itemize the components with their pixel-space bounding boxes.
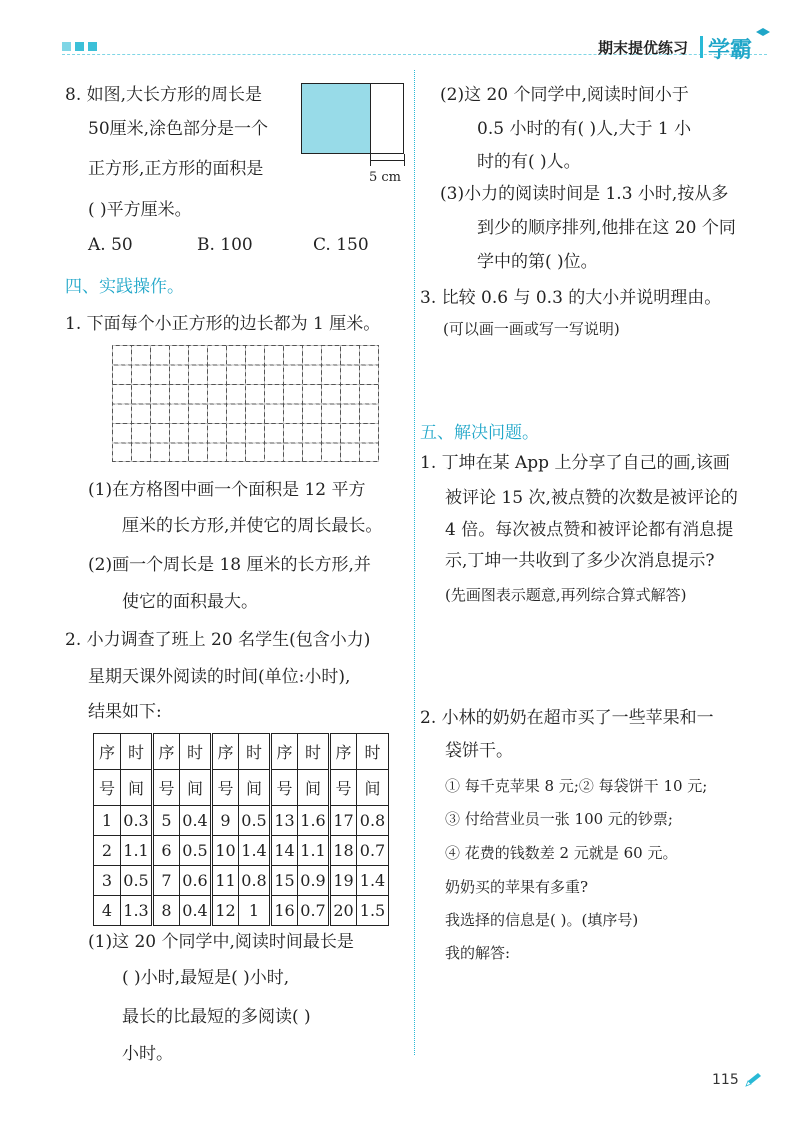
choose-info-line: 我选择的信息是( )。(填序号) bbox=[445, 911, 639, 929]
table-header-cell: 号 bbox=[212, 770, 239, 806]
table-header-cell: 序 bbox=[330, 734, 357, 770]
p2-sub2: (2)这 20 个同学中,阅读时间小于 bbox=[440, 85, 689, 105]
table-header-cell: 间 bbox=[121, 770, 153, 806]
table-cell: 19 bbox=[330, 866, 357, 896]
p2-sub1: 最长的比最短的多阅读( ) bbox=[122, 1007, 311, 1027]
word-problem-1-note: (先画图表示题意,再列综合算式解答) bbox=[445, 586, 687, 604]
table-header-cell: 时 bbox=[298, 734, 330, 770]
table-cell: 7 bbox=[153, 866, 180, 896]
table-header-cell: 间 bbox=[239, 770, 271, 806]
pencil-icon bbox=[744, 1072, 764, 1088]
q8-line: ( )平方厘米。 bbox=[88, 200, 192, 220]
table-cell: 0.8 bbox=[239, 866, 271, 896]
table-cell: 0.3 bbox=[121, 806, 153, 836]
square-grid bbox=[112, 345, 379, 462]
table-cell: 6 bbox=[153, 836, 180, 866]
table-header-cell: 号 bbox=[271, 770, 298, 806]
word-problem-1: 1. 丁坤在某 App 上分享了自己的画,该画 bbox=[420, 453, 730, 473]
word-problem-1: 示,丁坤一共收到了多少次消息提示? bbox=[445, 551, 715, 571]
table-cell: 1.1 bbox=[121, 836, 153, 866]
word-problem-2: 2. 小林的奶奶在超市买了一些苹果和一 bbox=[420, 708, 714, 728]
table-header-cell: 间 bbox=[357, 770, 389, 806]
table-cell: 10 bbox=[212, 836, 239, 866]
q8-line: 50厘米,涂色部分是一个 bbox=[88, 119, 269, 139]
table-header-cell: 序 bbox=[94, 734, 121, 770]
table-cell: 1.6 bbox=[298, 806, 330, 836]
table-cell: 0.7 bbox=[298, 896, 330, 926]
table-header-cell: 号 bbox=[153, 770, 180, 806]
p1-sub2: 使它的面积最大。 bbox=[122, 592, 258, 612]
table-header-cell: 号 bbox=[94, 770, 121, 806]
header-decoration bbox=[62, 42, 97, 51]
p1-sub2: (2)画一个周长是 18 厘米的长方形,并 bbox=[88, 555, 371, 575]
p2-sub2: 0.5 小时的有( )人,大于 1 小 bbox=[477, 119, 692, 139]
table-cell: 0.4 bbox=[180, 896, 212, 926]
table-cell: 0.9 bbox=[298, 866, 330, 896]
word-problem-1: 被评论 15 次,被点赞的次数是被评论的 bbox=[445, 488, 738, 508]
table-header-cell: 间 bbox=[298, 770, 330, 806]
p2-sub3: 到少的顺序排列,他排在这 20 个同 bbox=[477, 218, 736, 238]
table-header-row bbox=[94, 770, 389, 806]
table-cell: 1 bbox=[239, 896, 271, 926]
table-cell: 12 bbox=[212, 896, 239, 926]
table-cell: 18 bbox=[330, 836, 357, 866]
p2-sub3: 学中的第( )位。 bbox=[477, 252, 598, 272]
table-cell: 2 bbox=[94, 836, 121, 866]
table-header-cell: 序 bbox=[212, 734, 239, 770]
problem-2-stem: 星期天课外阅读的时间(单位:小时), bbox=[88, 667, 351, 687]
table-cell: 1.4 bbox=[239, 836, 271, 866]
dimension-arrow bbox=[370, 160, 405, 161]
header-divider bbox=[700, 36, 703, 58]
table-cell: 0.5 bbox=[121, 866, 153, 896]
table-header-cell: 时 bbox=[239, 734, 271, 770]
section-4-heading: 四、实践操作。 bbox=[65, 277, 184, 297]
option-b: B. 100 bbox=[197, 235, 253, 255]
table-header-cell: 时 bbox=[121, 734, 153, 770]
table-row bbox=[94, 896, 389, 926]
table-cell: 1.3 bbox=[121, 896, 153, 926]
table-header-cell: 时 bbox=[357, 734, 389, 770]
table-cell: 3 bbox=[94, 866, 121, 896]
table-cell: 0.5 bbox=[239, 806, 271, 836]
problem-2-stem: 2. 小力调查了班上 20 名学生(包含小力) bbox=[65, 630, 371, 650]
table-cell: 0.7 bbox=[357, 836, 389, 866]
q8-line: 正方形,正方形的面积是 bbox=[88, 159, 264, 179]
table-header-cell: 序 bbox=[271, 734, 298, 770]
q8-line: 8. 如图,大长方形的周长是 bbox=[65, 85, 263, 105]
table-row bbox=[94, 836, 389, 866]
p2-sub3: (3)小力的阅读时间是 1.3 小时,按从多 bbox=[440, 184, 729, 204]
table-cell: 1 bbox=[94, 806, 121, 836]
table-cell: 15 bbox=[271, 866, 298, 896]
p2-sub1: (1)这 20 个同学中,阅读时间最长是 bbox=[88, 932, 354, 952]
table-cell: 0.8 bbox=[357, 806, 389, 836]
table-cell: 1.5 bbox=[357, 896, 389, 926]
table-row bbox=[94, 806, 389, 836]
p1-sub1: 厘米的长方形,并使它的周长最长。 bbox=[122, 516, 383, 536]
problem-3-note: (可以画一画或写一写说明) bbox=[443, 320, 620, 338]
section-5-heading: 五、解决问题。 bbox=[420, 423, 539, 443]
reading-time-table bbox=[93, 733, 389, 926]
problem-2-stem: 结果如下: bbox=[88, 702, 162, 722]
info-item: ④ 花费的钱数差 2 元就是 60 元。 bbox=[445, 844, 678, 862]
table-cell: 14 bbox=[271, 836, 298, 866]
shaded-square bbox=[301, 83, 371, 154]
table-cell: 4 bbox=[94, 896, 121, 926]
table-cell: 8 bbox=[153, 896, 180, 926]
problem-1-stem: 1. 下面每个小正方形的边长都为 1 厘米。 bbox=[65, 314, 381, 334]
table-cell: 13 bbox=[271, 806, 298, 836]
table-cell: 9 bbox=[212, 806, 239, 836]
brand-logo: 学霸 bbox=[708, 38, 753, 63]
column-divider bbox=[414, 70, 415, 1055]
word-problem-2: 袋饼干。 bbox=[445, 741, 513, 761]
p1-sub1: (1)在方格图中画一个面积是 12 平方 bbox=[88, 480, 366, 500]
table-header-cell: 时 bbox=[180, 734, 212, 770]
info-item: ③ 付给营业员一张 100 元的钞票; bbox=[445, 810, 673, 828]
p2-sub2: 时的有( )人。 bbox=[477, 152, 581, 172]
answer-label: 我的解答: bbox=[445, 944, 511, 962]
table-cell: 17 bbox=[330, 806, 357, 836]
table-cell: 5 bbox=[153, 806, 180, 836]
header-title: 期末提优练习 bbox=[598, 39, 689, 57]
page-number: 115 bbox=[712, 1072, 739, 1088]
table-cell: 11 bbox=[212, 866, 239, 896]
table-cell: 0.4 bbox=[180, 806, 212, 836]
table-header-row bbox=[94, 734, 389, 770]
word-problem-2-question: 奶奶买的苹果有多重? bbox=[445, 878, 589, 896]
table-cell: 1.4 bbox=[357, 866, 389, 896]
option-a: A. 50 bbox=[88, 235, 133, 255]
info-item: ① 每千克苹果 8 元;② 每袋饼干 10 元; bbox=[445, 777, 708, 795]
p2-sub1: 小时。 bbox=[122, 1044, 173, 1064]
option-c: C. 150 bbox=[313, 235, 369, 255]
table-header-cell: 号 bbox=[330, 770, 357, 806]
table-header-cell: 序 bbox=[153, 734, 180, 770]
table-header-cell: 间 bbox=[180, 770, 212, 806]
table-cell: 20 bbox=[330, 896, 357, 926]
table-cell: 0.5 bbox=[180, 836, 212, 866]
dimension-label: 5 cm bbox=[369, 170, 402, 185]
table-cell: 16 bbox=[271, 896, 298, 926]
graduation-cap-icon bbox=[756, 28, 770, 38]
p2-sub1: ( )小时,最短是( )小时, bbox=[122, 968, 290, 988]
word-problem-1: 4 倍。每次被点赞和被评论都有消息提 bbox=[445, 520, 734, 540]
table-row bbox=[94, 866, 389, 896]
table-cell: 0.6 bbox=[180, 866, 212, 896]
table-cell: 1.1 bbox=[298, 836, 330, 866]
problem-3-stem: 3. 比较 0.6 与 0.3 的大小并说明理由。 bbox=[420, 288, 722, 308]
